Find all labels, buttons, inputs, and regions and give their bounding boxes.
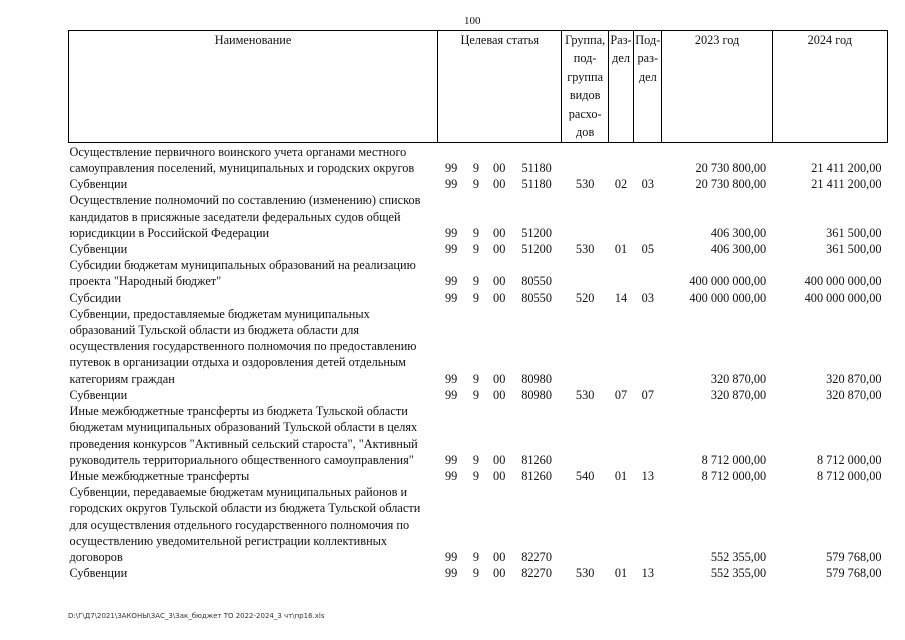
table-row <box>69 484 888 565</box>
cell-expense-group: 520 <box>575 290 595 305</box>
header-year-2024: 2024 год <box>772 31 887 143</box>
cell-amount-2023: 320 870,00 <box>710 371 767 386</box>
cell-amount-2023: 400 000 000,00 <box>689 274 767 289</box>
cell-subsection: 03 <box>641 177 654 192</box>
cell-section: 07 <box>614 387 628 402</box>
table-row <box>69 306 888 387</box>
header-target-article: Целевая статья <box>438 31 562 143</box>
cell-name: Субвенции, передаваемые бюджетам муниципальных районов и городских округов Тульской области из бюджета Тульской области для осуществления отдельного государственного полномочия по осуществлению уведомительной регистрации коллективных договоров <box>69 485 421 565</box>
cell-target-program: 99 <box>445 452 458 467</box>
cell-section: 14 <box>614 290 628 305</box>
cell-target-code: 82270 <box>521 550 552 565</box>
cell-name: Субсидии <box>69 290 122 305</box>
cell-target-program: 99 <box>445 241 458 256</box>
cell-section: 01 <box>614 469 628 483</box>
cell-target-direction: 00 <box>493 177 506 192</box>
cell-subsection: 13 <box>641 469 654 483</box>
cell-target-code: 81260 <box>521 452 552 467</box>
cell-subsection <box>634 306 662 387</box>
cell-amount-2023: 406 300,00 <box>710 225 767 240</box>
cell-subsection <box>634 192 662 241</box>
cell-target-direction: 00 <box>493 550 506 565</box>
cell-target-subprogram: 9 <box>472 290 480 305</box>
table-row <box>69 565 888 581</box>
cell-expense-group <box>562 257 609 289</box>
cell-target-code: 80980 <box>521 387 552 402</box>
cell-expense-group <box>562 192 609 241</box>
cell-amount-2024: 320 870,00 <box>826 387 882 402</box>
cell-target-direction: 00 <box>493 241 506 256</box>
cell-section <box>608 192 633 241</box>
cell-target-subprogram: 9 <box>472 387 480 402</box>
cell-amount-2023: 400 000 000,00 <box>689 290 767 305</box>
cell-expense-group: 530 <box>575 177 595 192</box>
cell-amount-2024: 400 000 000,00 <box>804 290 882 305</box>
cell-target-subprogram: 9 <box>472 469 480 483</box>
cell-target-subprogram: 9 <box>472 452 480 467</box>
cell-section <box>608 257 633 289</box>
cell-amount-2024: 21 411 200,00 <box>811 177 882 192</box>
cell-target-subprogram: 9 <box>472 274 480 289</box>
header-name: Наименование <box>69 31 438 143</box>
cell-target-program: 99 <box>445 274 458 289</box>
cell-amount-2023: 8 712 000,00 <box>701 469 767 483</box>
cell-amount-2023: 320 870,00 <box>710 387 767 402</box>
cell-target-direction: 00 <box>493 452 506 467</box>
cell-target-subprogram: 9 <box>472 160 480 175</box>
page-number: 100 <box>464 15 481 27</box>
cell-target-direction: 00 <box>493 160 506 175</box>
cell-name: Субсидии бюджетам муниципальных образований на реализацию проекта "Народный бюджет" <box>69 258 416 289</box>
cell-name: Осуществление полномочий по составлению (изменению) списков кандидатов в присяжные заседатели федеральных судов общей юрисдикции в Российской Федерации <box>69 193 421 240</box>
budget-table <box>68 30 888 582</box>
cell-target-program: 99 <box>445 469 458 483</box>
header-section: Раз-дел <box>608 31 633 143</box>
table-row <box>69 290 888 306</box>
table-row <box>69 403 888 468</box>
header-year-2023: 2023 год <box>662 31 772 143</box>
cell-target-direction: 00 <box>493 225 506 240</box>
cell-target-direction: 00 <box>493 469 506 483</box>
cell-amount-2023: 8 712 000,00 <box>701 452 767 467</box>
cell-target-direction: 00 <box>493 274 506 289</box>
table-row <box>69 176 888 192</box>
cell-target-subprogram: 9 <box>472 550 480 565</box>
cell-amount-2023: 552 355,00 <box>710 550 767 565</box>
header-group: Группа, под-группа видов расхо-дов <box>562 31 609 143</box>
cell-subsection: 03 <box>641 290 654 305</box>
cell-name: Осуществление первичного воинского учета органами местного самоуправления поселений, муниципальных и городских округов <box>69 144 415 175</box>
cell-subsection <box>634 257 662 289</box>
cell-amount-2024: 21 411 200,00 <box>811 160 882 175</box>
cell-name: Субвенции <box>69 241 128 256</box>
cell-amount-2024: 320 870,00 <box>826 371 882 386</box>
table-row <box>69 192 888 241</box>
cell-expense-group <box>562 403 609 468</box>
cell-section: 01 <box>614 241 628 256</box>
table-row <box>69 257 888 289</box>
cell-target-program: 99 <box>445 371 458 386</box>
cell-amount-2024: 579 768,00 <box>826 550 882 565</box>
cell-target-code: 80550 <box>521 274 552 289</box>
cell-target-subprogram: 9 <box>472 225 480 240</box>
cell-subsection <box>634 484 662 565</box>
cell-target-code: 51200 <box>521 225 552 240</box>
cell-name: Субвенции, предоставляемые бюджетам муниципальных образований Тульской области из бюджета области для осуществления государственного полномочия по предоставлению путевок в организации отдыха и оздоровления детей отдельным категориям граждан <box>69 306 417 386</box>
cell-target-code: 51180 <box>521 177 552 192</box>
cell-expense-group: 540 <box>575 469 595 483</box>
cell-amount-2024: 8 712 000,00 <box>816 469 882 483</box>
cell-amount-2023: 20 730 800,00 <box>695 177 767 192</box>
cell-target-subprogram: 9 <box>472 241 480 256</box>
cell-target-subprogram: 9 <box>472 177 480 192</box>
cell-target-code: 51180 <box>521 160 552 175</box>
table-row <box>69 241 888 257</box>
cell-expense-group: 530 <box>575 387 595 402</box>
cell-target-subprogram: 9 <box>472 566 480 581</box>
footer-file-path: D:\Г\Д7\2021\ЗАКОНЫ\ЗАС_3\Зак_бюджет ТО 2022-2024_3 чт\пр16.xls <box>68 612 325 620</box>
table-row <box>69 468 888 484</box>
cell-expense-group: 530 <box>575 566 595 581</box>
cell-target-direction: 00 <box>493 290 506 305</box>
cell-target-program: 99 <box>445 177 458 192</box>
cell-expense-group <box>562 484 609 565</box>
cell-subsection <box>634 142 662 176</box>
cell-name: Иные межбюджетные трансферты <box>69 469 250 483</box>
cell-subsection <box>634 403 662 468</box>
cell-amount-2024: 8 712 000,00 <box>816 452 882 467</box>
cell-amount-2024: 361 500,00 <box>826 241 882 256</box>
cell-amount-2023: 406 300,00 <box>710 241 767 256</box>
cell-amount-2024: 400 000 000,00 <box>804 274 882 289</box>
cell-target-program: 99 <box>445 566 458 581</box>
table-row <box>69 387 888 403</box>
cell-target-program: 99 <box>445 290 458 305</box>
cell-section <box>608 306 633 387</box>
cell-section: 02 <box>614 177 628 192</box>
cell-amount-2024: 579 768,00 <box>826 566 882 581</box>
cell-target-program: 99 <box>445 550 458 565</box>
cell-expense-group <box>562 306 609 387</box>
cell-subsection: 07 <box>641 387 654 402</box>
cell-target-code: 51200 <box>521 241 552 256</box>
cell-target-code: 80980 <box>521 371 552 386</box>
cell-section <box>608 142 633 176</box>
cell-target-direction: 00 <box>493 371 506 386</box>
cell-amount-2023: 552 355,00 <box>710 566 767 581</box>
cell-section: 01 <box>614 566 628 581</box>
cell-name: Субвенции <box>69 177 128 192</box>
cell-section <box>608 403 633 468</box>
cell-target-program: 99 <box>445 225 458 240</box>
cell-name: Субвенции <box>69 566 128 581</box>
cell-name: Иные межбюджетные трансферты из бюджета Тульской области бюджетам муниципальных образований Тульской области в целях проведения конкурсов "Активный сельский староста", "Активный руководитель территориального общественного самоуправления" <box>69 404 418 467</box>
cell-target-program: 99 <box>445 160 458 175</box>
cell-target-direction: 00 <box>493 387 506 402</box>
cell-target-code: 80550 <box>521 290 552 305</box>
cell-amount-2023: 20 730 800,00 <box>695 160 767 175</box>
cell-target-program: 99 <box>445 387 458 402</box>
cell-subsection: 13 <box>641 566 654 581</box>
cell-section <box>608 484 633 565</box>
cell-target-code: 81260 <box>521 469 552 483</box>
table-header-row <box>69 31 888 143</box>
cell-expense-group <box>562 142 609 176</box>
header-subsection: Под-раз-дел <box>634 31 662 143</box>
cell-target-code: 82270 <box>521 566 552 581</box>
table-row <box>69 142 888 176</box>
cell-target-direction: 00 <box>493 566 506 581</box>
cell-amount-2024: 361 500,00 <box>826 225 882 240</box>
cell-expense-group: 530 <box>575 241 595 256</box>
cell-subsection: 05 <box>641 241 654 256</box>
cell-target-subprogram: 9 <box>472 371 480 386</box>
cell-name: Субвенции <box>69 387 128 402</box>
